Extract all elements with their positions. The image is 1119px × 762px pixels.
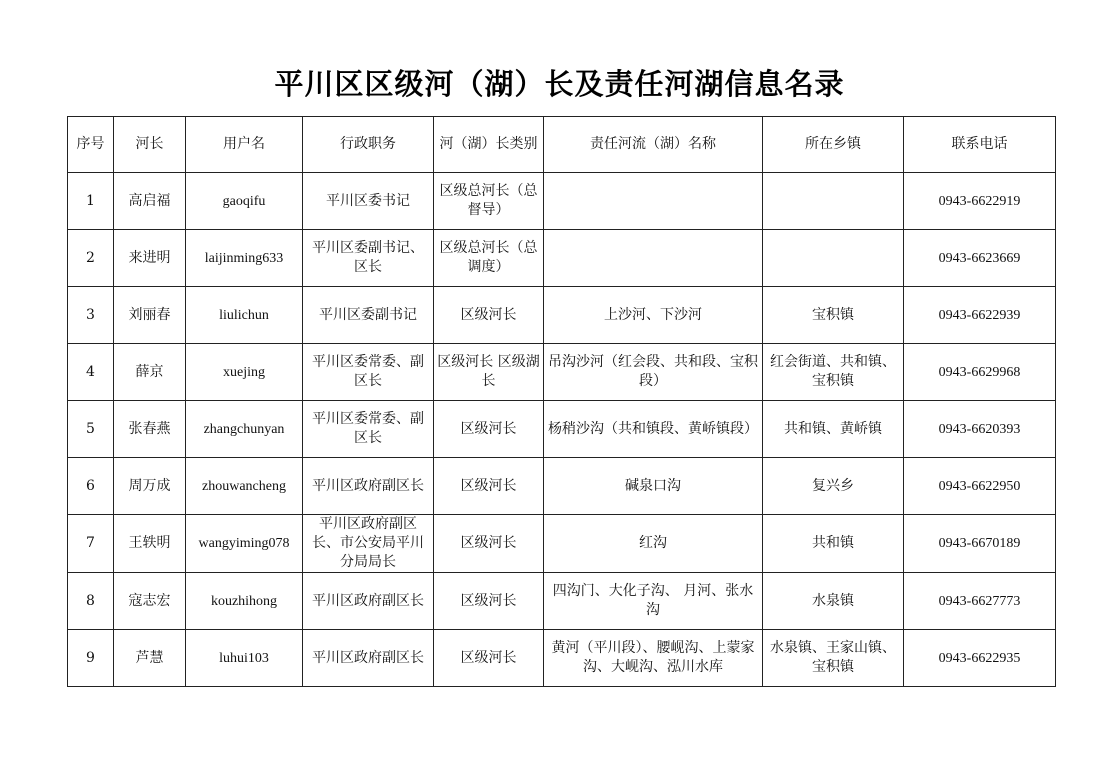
cell-username: wangyiming078 [186, 515, 303, 573]
cell-phone: 0943-6623669 [904, 230, 1056, 287]
cell-town: 水泉镇、王家山镇、宝积镇 [763, 630, 904, 687]
cell-no: 5 [68, 401, 114, 458]
cell-rivers: 杨稍沙沟（共和镇段、黄峤镇段） [544, 401, 763, 458]
table-row [68, 230, 1056, 287]
cell-rivers: 上沙河、下沙河 [544, 287, 763, 344]
cell-username: zhangchunyan [186, 401, 303, 458]
table-row [68, 515, 1056, 573]
cell-username: zhouwancheng [186, 458, 303, 515]
cell-rivers: 碱泉口沟 [544, 458, 763, 515]
cell-category: 区级河长 区级湖长 [434, 344, 544, 401]
cell-name: 来进明 [114, 230, 186, 287]
cell-position: 平川区委书记 [303, 173, 434, 230]
cell-username: luhui103 [186, 630, 303, 687]
table-row [68, 401, 1056, 458]
page-title: 平川区区级河（湖）长及责任河湖信息名录 [274, 67, 845, 101]
col-header-rivers: 责任河流（湖）名称 [544, 117, 763, 173]
table-row [68, 630, 1056, 687]
cell-phone: 0943-6629968 [904, 344, 1056, 401]
cell-town: 水泉镇 [763, 573, 904, 630]
cell-username: kouzhihong [186, 573, 303, 630]
cell-town: 共和镇、黄峤镇 [763, 401, 904, 458]
cell-name: 薛京 [114, 344, 186, 401]
table-row [68, 173, 1056, 230]
col-header-no: 序号 [68, 117, 114, 173]
cell-no: 7 [68, 515, 114, 573]
cell-category: 区级河长 [434, 515, 544, 573]
cell-town: 红会街道、共和镇、宝积镇 [763, 344, 904, 401]
cell-category: 区级河长 [434, 287, 544, 344]
cell-position: 平川区委常委、副区长 [303, 401, 434, 458]
col-header-username: 用户名 [186, 117, 303, 173]
cell-rivers: 四沟门、大化子沟、 月河、张水沟 [544, 573, 763, 630]
cell-phone: 0943-6622935 [904, 630, 1056, 687]
cell-rivers: 红沟 [544, 515, 763, 573]
cell-category: 区级河长 [434, 573, 544, 630]
cell-username: laijinming633 [186, 230, 303, 287]
col-header-phone: 联系电话 [904, 117, 1056, 173]
cell-name: 高启福 [114, 173, 186, 230]
cell-name: 周万成 [114, 458, 186, 515]
cell-phone: 0943-6622919 [904, 173, 1056, 230]
cell-no: 1 [68, 173, 114, 230]
cell-position: 平川区委副书记 [303, 287, 434, 344]
cell-phone: 0943-6622939 [904, 287, 1056, 344]
header-row [68, 117, 1056, 173]
river-chief-table [67, 116, 1056, 687]
cell-category: 区级河长 [434, 401, 544, 458]
cell-position: 平川区委常委、副区长 [303, 344, 434, 401]
col-header-name: 河长 [114, 117, 186, 173]
cell-position: 平川区政府副区长 [303, 458, 434, 515]
cell-position: 平川区政府副区长 [303, 573, 434, 630]
cell-username: xuejing [186, 344, 303, 401]
cell-no: 2 [68, 230, 114, 287]
cell-town [763, 173, 904, 230]
col-header-category: 河（湖）长类别 [434, 117, 544, 173]
col-header-town: 所在乡镇 [763, 117, 904, 173]
cell-position: 平川区政府副区长、市公安局平川分局局长 [303, 515, 434, 573]
cell-rivers: 吊沟沙河（红会段、共和段、宝积段） [544, 344, 763, 401]
col-header-position: 行政职务 [303, 117, 434, 173]
cell-position: 平川区政府副区长 [303, 630, 434, 687]
cell-phone: 0943-6620393 [904, 401, 1056, 458]
cell-no: 4 [68, 344, 114, 401]
cell-no: 8 [68, 573, 114, 630]
cell-name: 芦慧 [114, 630, 186, 687]
cell-town: 共和镇 [763, 515, 904, 573]
cell-town: 宝积镇 [763, 287, 904, 344]
cell-rivers [544, 230, 763, 287]
cell-rivers [544, 173, 763, 230]
cell-position: 平川区委副书记、区长 [303, 230, 434, 287]
cell-name: 寇志宏 [114, 573, 186, 630]
cell-phone: 0943-6670189 [904, 515, 1056, 573]
cell-rivers: 黄河（平川段）、腰岘沟、上蒙家沟、大岘沟、泓川水库 [544, 630, 763, 687]
cell-username: gaoqifu [186, 173, 303, 230]
cell-category: 区级河长 [434, 630, 544, 687]
table-row [68, 458, 1056, 515]
cell-username: liulichun [186, 287, 303, 344]
cell-category: 区级总河长（总督导） [434, 173, 544, 230]
table-row [68, 344, 1056, 401]
cell-no: 3 [68, 287, 114, 344]
cell-name: 刘丽春 [114, 287, 186, 344]
cell-town: 复兴乡 [763, 458, 904, 515]
cell-category: 区级总河长（总调度） [434, 230, 544, 287]
cell-category: 区级河长 [434, 458, 544, 515]
cell-phone: 0943-6627773 [904, 573, 1056, 630]
cell-name: 张春燕 [114, 401, 186, 458]
cell-phone: 0943-6622950 [904, 458, 1056, 515]
table-row [68, 573, 1056, 630]
table-row [68, 287, 1056, 344]
cell-town [763, 230, 904, 287]
cell-name: 王轶明 [114, 515, 186, 573]
cell-no: 9 [68, 630, 114, 687]
cell-no: 6 [68, 458, 114, 515]
